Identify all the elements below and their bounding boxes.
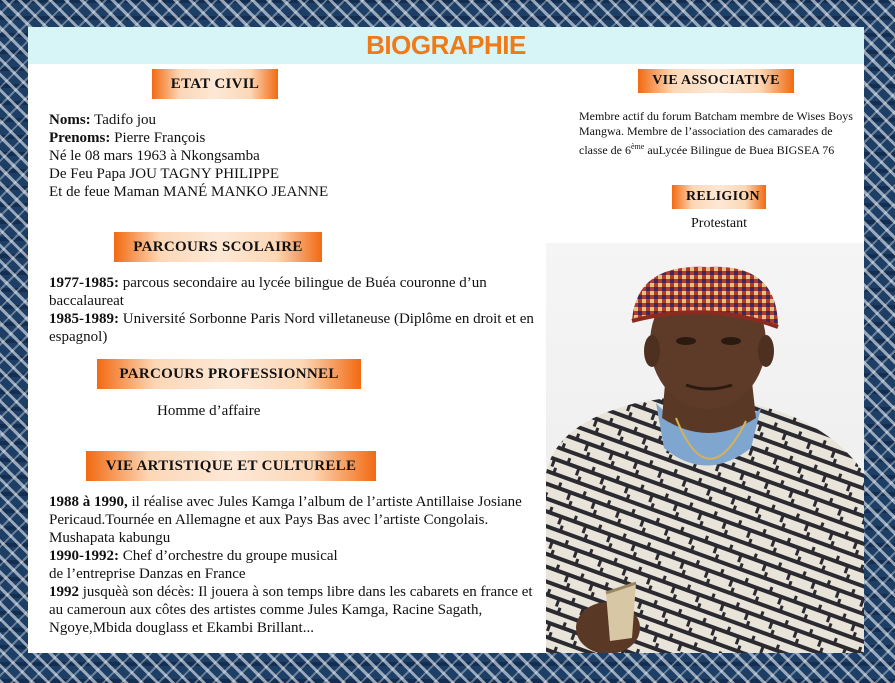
parcours-professionnel-heading: PARCOURS PROFESSIONNEL [97, 359, 361, 389]
scolaire-entry [49, 310, 539, 346]
scolaire-entry [49, 274, 539, 310]
etat-civil-block [49, 111, 529, 201]
artistique-text: Chef d’orchestre du groupe musical [119, 548, 338, 564]
parcours-scolaire-block [49, 274, 539, 346]
professionnel-text: Homme d’affaire [157, 403, 261, 419]
artistique-years: 1990-1992: [49, 548, 119, 564]
scolaire-text: parcous secondaire au lycée bilingue de Buéa couronne d’un baccalaureat [49, 275, 487, 309]
artistique-years: 1988 à 1990, [49, 494, 128, 510]
artistique-text-continued: de l’entreprise Danzas en France [49, 566, 246, 582]
vie-artistique-block [49, 493, 541, 637]
scolaire-text: Université Sorbonne Paris Nord villetaneuse (Diplôme en droit et en espagnol) [49, 311, 534, 345]
scolaire-years: 1977-1985: [49, 275, 119, 291]
artistique-years: 1992 [49, 584, 79, 600]
scolaire-years: 1985-1989: [49, 311, 119, 327]
biography-page [28, 27, 864, 653]
artistique-text: jusquèà son décès: Il jouera à son temps libre dans les cabarets en france et au cameroun aux côtes des artistes comme Jules Kamga, Racine Sagath, Ngoye,Mbida douglass et Ekambi Brillant... [49, 584, 533, 636]
artistique-entry [49, 547, 541, 565]
portrait-icon [546, 243, 864, 653]
noms-label: Noms: [49, 112, 91, 128]
mother-line: Et de feue Maman MANÉ MANKO JEANNE [49, 184, 329, 200]
associative-text-after: auLycée Bilingue de Buea BIGSEA 76 [644, 143, 835, 157]
artistique-entry [49, 493, 541, 547]
religion-value: Protestant [691, 216, 747, 231]
vie-artistique-heading: VIE ARTISTIQUE ET CULTURELE [86, 451, 376, 481]
prenoms-value: Pierre François [110, 130, 206, 146]
noms-value: Tadifo jou [90, 112, 157, 128]
birth-line: Né le 08 mars 1963 à Nkongsamba [49, 148, 260, 164]
portrait-photo [546, 243, 864, 653]
etat-civil-heading: ETAT CIVIL [152, 69, 278, 99]
artistique-entry [49, 583, 541, 637]
title-bar [28, 27, 864, 64]
vie-associative-heading: VIE ASSOCIATIVE [638, 69, 794, 93]
artistique-text: il réalise avec Jules Kamga l’album de l’artiste Antillaise Josiane Pericaud.Tournée en Allemagne et aux Pays Bas avec l’artiste Congolais. Mushapata kabungu [49, 494, 522, 546]
vie-associative-text [579, 109, 863, 158]
associative-text-before: Membre actif du forum Batcham membre de Wises Boys Mangwa. Membre de l’association des camarades de classe de 6 [579, 109, 853, 157]
religion-heading: RELIGION [672, 185, 766, 209]
parcours-scolaire-heading: PARCOURS SCOLAIRE [114, 232, 322, 262]
page-title: BIOGRAPHIE [366, 30, 526, 60]
father-line: De Feu Papa JOU TAGNY PHILIPPE [49, 166, 280, 182]
prenoms-label: Prenoms: [49, 130, 111, 146]
associative-superscript: ème [630, 142, 645, 151]
